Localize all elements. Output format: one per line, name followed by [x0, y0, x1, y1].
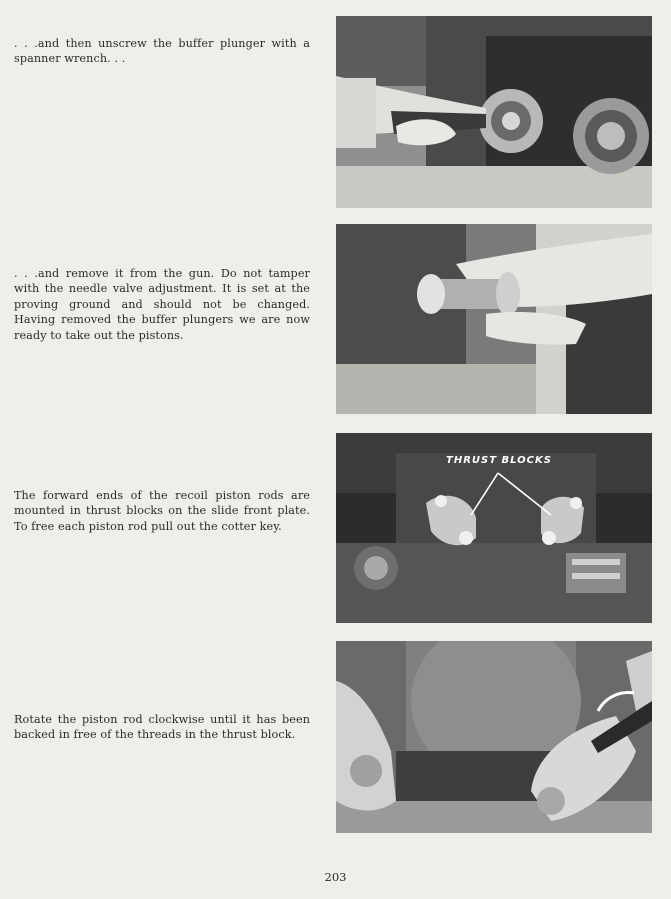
caption-4: Rotate the piston rod clockwise until it has been backed in free of the threads in the thrust block. — [14, 713, 310, 742]
photo-thrust-blocks — [336, 433, 652, 623]
caption-1: . . .and then unscrew the buffer plunger with a spanner wrench. . . — [14, 37, 310, 66]
photo-rotate-piston-rod — [336, 641, 652, 833]
page-number: 203 — [324, 870, 347, 884]
thrust-blocks-label: THRUST BLOCKS — [446, 455, 552, 466]
photo-spanner-wrench-image — [336, 16, 652, 208]
caption-3: The forward ends of the recoil piston rods are mounted in thrust blocks on the slide front plate. To free each piston rod pull out the cotter key. — [14, 489, 310, 533]
photo-remove-plunger-image — [336, 224, 652, 414]
photo-spanner-wrench — [336, 16, 652, 208]
photo-rotate-piston-rod-image — [336, 641, 652, 833]
photo-remove-plunger — [336, 224, 652, 414]
caption-2: . . .and remove it from the gun. Do not tamper with the needle valve adjustment. It is set at the proving ground and should not be changed. Having removed the buffer plungers we are now ready to take out the pistons. — [14, 267, 310, 342]
